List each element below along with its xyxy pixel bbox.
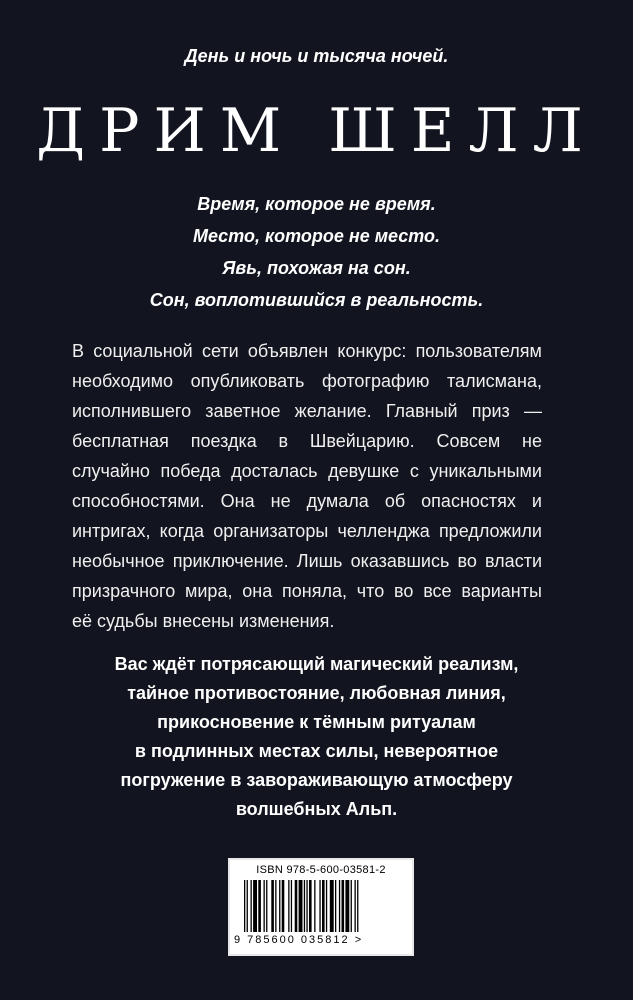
description-line: призрачного мира, она поняла, что во все варианты: [72, 581, 542, 601]
highlight-line: прикосновение к тёмным ритуалам: [157, 712, 476, 732]
description-line: интригах, когда организаторы челленджа предложили: [72, 521, 542, 541]
description-line: В социальной сети объявлен конкурс: пользователям: [72, 341, 542, 361]
isbn-label: ISBN 978-5-600-03581-2: [256, 864, 386, 876]
book-title: ДРИМ ШЕЛЛ: [36, 96, 597, 166]
barcode: [228, 858, 414, 956]
poem-line: Место, которое не место.: [192, 226, 441, 246]
highlight-line: волшебных Альп.: [235, 799, 398, 819]
description-line: необычное приключение. Лишь оказавшись во власти: [72, 551, 542, 571]
description-line: необходимо опубликовать фотографию талисмана,: [72, 371, 542, 391]
tagline: День и ночь и тысяча ночей.: [184, 46, 449, 66]
poem-line: Явь, похожая на сон.: [222, 258, 411, 278]
poem-line: Время, которое не время.: [197, 194, 436, 214]
highlight-line: тайное противостояние, любовная линия,: [127, 683, 506, 703]
description-paragraph: [72, 336, 542, 636]
highlight-line: погружение в завораживающую атмосферу: [120, 770, 513, 790]
poem-block: [0, 188, 633, 316]
description-line: исполнившего заветное желание. Главный приз —: [72, 401, 542, 421]
description-line: её судьбы внесены изменения.: [72, 611, 335, 631]
description-line: способностями. Она не думала об опасностях и: [72, 491, 542, 511]
barcode-bars: [244, 880, 398, 934]
highlight-line: в подлинных местах силы, невероятное: [134, 741, 499, 761]
barcode-digits: 9 785600 035812 >: [234, 934, 364, 946]
description-line: случайно победа досталась девушке с уникальными: [72, 461, 542, 481]
description-line: бесплатная поездка в Швейцарию. Совсем не: [72, 431, 542, 451]
poem-line: Сон, воплотившийся в реальность.: [149, 290, 484, 310]
highlight-block: [0, 650, 633, 824]
highlight-line: Вас ждёт потрясающий магический реализм,: [114, 654, 519, 674]
